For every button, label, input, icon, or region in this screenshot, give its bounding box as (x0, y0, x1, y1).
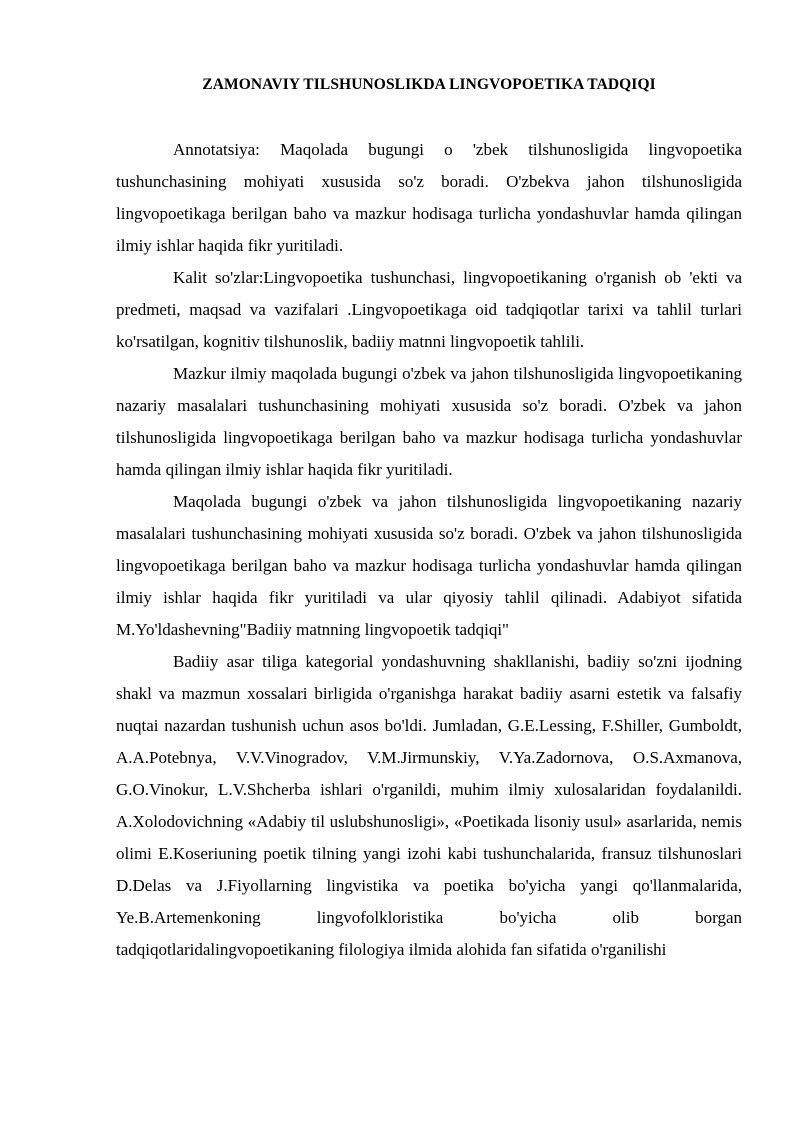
abstract-paragraph: Annotatsiya: Maqolada bugungi o 'zbek tilshunosligida lingvopoetika tushunchasining mohiyati xususida so'z boradi. O'zbekva jahon tilshunosligida lingvopoetikaga berilgan baho va mazkur hodisaga turlicha yondashuvlar hamda qilingan ilmiy ishlar haqida fikr yuritiladi. (116, 140, 742, 255)
body-paragraph-3: Badiiy asar tiliga kategorial yondashuvning shakllanishi, badiiy so'zni ijodning shakl va mazmun xossalari birligida o'rganishga harakat badiiy asarni estetik va falsafiy nuqtai nazardan tushunish uchun asos bo'ldi. Jumladan, G.E.Lessing, F.Shiller, Gumboldt, A.A.Potebnya, V.V.Vinogradov, V.M.Jirmunskiy, V.Ya.Zadornova, O.S.Axmanova, G.O.Vinokur, L.V.Shcherba ishlari o'rganildi, muhim ilmiy xulosalaridan foydalanildi. A.Xolodovichning «Adabiy til uslubshunosligi», «Poetikada lisoniy usul» asarlarida, nemis olimi E.Koseriuning poetik tilning yangi izohi kabi tushunchalarida, fransuz tilshunoslari D.Delas va J.Fiyollarning lingvistika va poetika bo'yicha yangi qo'llanmalarida, Ye.B.Artemenkoning lingvofolkloristika bo'yicha olib borgan tadqiqotlaridalingvopoetikaning filologiya ilmida alohida fan sifatida o'rganilishi (116, 652, 742, 959)
body-paragraph-2: Maqolada bugungi o'zbek va jahon tilshunosligida lingvopoetikaning nazariy masalalari tushunchasining mohiyati xususida so'z boradi. O'zbek va jahon tilshunosligida lingvopoetikaga berilgan baho va mazkur hodisaga turlicha yondashuvlar hamda qilingan ilmiy ishlar haqida fikr yuritiladi va ular qiyosiy tahlil qilinadi. Adabiyot sifatida M.Yo'ldashevning"Badiiy matnning lingvopoetik tadqiqi" (116, 492, 742, 639)
document-page (116, 76, 742, 966)
keywords-paragraph: Kalit so'zlar:Lingvopoetika tushunchasi, lingvopoetikaning o'rganish ob 'ekti va predmeti, maqsad va vazifalari .Lingvopoetikaga oid tadqiqotlar tarixi va tahlil turlari ko'rsatilgan, kognitiv tilshunoslik, badiiy matnni lingvopoetik tahlili. (116, 268, 742, 351)
body-paragraph-1: Mazkur ilmiy maqolada bugungi o'zbek va jahon tilshunosligida lingvopoetikaning nazariy masalalari tushunchasining mohiyati xususida so'z boradi. O'zbek va jahon tilshunosligida lingvopoetikaga berilgan baho va mazkur hodisaga turlicha yondashuvlar hamda qilingan ilmiy ishlar haqida fikr yuritiladi. (116, 364, 742, 479)
document-title: ZAMONAVIY TILSHUNOSLIKDA LINGVOPOETIKA TADQIQI (202, 76, 656, 93)
